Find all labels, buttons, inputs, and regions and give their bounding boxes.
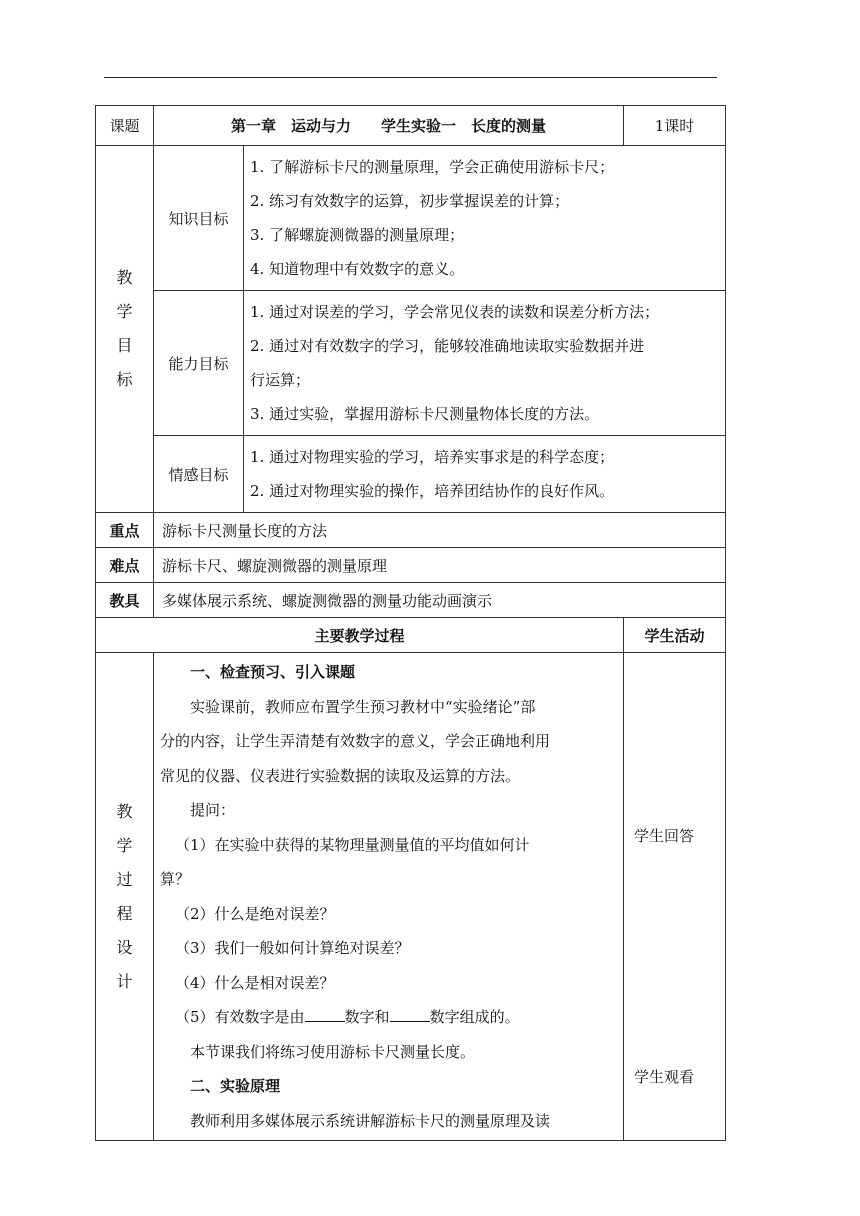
emotion-objective-list: [244, 436, 726, 513]
title-row: [96, 106, 726, 146]
process-label: 教 学 过 程 设 计: [96, 653, 154, 1141]
tools-label: 教具: [96, 583, 154, 618]
ability-objective-label: 能力目标: [154, 291, 244, 436]
section-heading: 二、实验原理: [190, 1077, 281, 1095]
paragraph-line: 教师利用多媒体展示系统讲解游标卡尺的测量原理及读: [190, 1111, 551, 1130]
student-activity-heading: 学生活动: [624, 618, 726, 653]
paragraph-line: 本节课我们将练习使用游标卡尺测量长度。: [190, 1042, 476, 1061]
question-item: （1）在实验中获得的某物理量测量值的平均值如何计: [175, 835, 530, 854]
paragraph-line: 常见的仪器、仪表进行实验数据的读取及运算的方法。: [160, 766, 521, 785]
difficulty-value: 游标卡尺、螺旋测微器的测量原理: [154, 548, 726, 583]
emotion-objective-row: [96, 436, 726, 513]
emotion-objective-label: 情感目标: [154, 436, 244, 513]
question-item: （2）什么是绝对误差？: [175, 904, 335, 923]
question-prompt: 提问：: [190, 801, 236, 819]
fill-blank: [305, 1007, 345, 1022]
list-item: 3. 通过实验，掌握用游标卡尺测量物体长度的方法。: [250, 405, 600, 423]
student-activity-cell: [624, 653, 726, 1141]
student-activity: 学生回答: [634, 827, 695, 845]
list-item: 2. 练习有效数字的运算，初步掌握误差的计算；: [250, 192, 570, 210]
fill-blank: [390, 1007, 430, 1022]
section-heading: 一、检查预习、引入课题: [190, 663, 356, 681]
lesson-hours: 1课时: [624, 106, 726, 146]
difficulty-label: 难点: [96, 548, 154, 583]
list-item: 行运算；: [250, 371, 311, 389]
knowledge-objective-row: [96, 146, 726, 291]
process-row: [96, 653, 726, 1141]
ability-objective-list: [244, 291, 726, 436]
difficulty-row: [96, 548, 726, 583]
list-item: 1. 了解游标卡尺的测量原理，学会正确使用游标卡尺；: [250, 158, 615, 176]
list-item: 3. 了解螺旋测微器的测量原理；: [250, 226, 465, 244]
knowledge-objective-label: 知识目标: [154, 146, 244, 291]
tools-value: 多媒体展示系统、螺旋测微器的测量功能动画演示: [154, 583, 726, 618]
key-point-label: 重点: [96, 513, 154, 548]
lesson-plan-table: [95, 105, 726, 1141]
list-item: 2. 通过对物理实验的操作，培养团结协作的良好作风。: [250, 482, 615, 500]
key-point-value: 游标卡尺测量长度的方法: [154, 513, 726, 548]
list-item: 1. 通过对物理实验的学习，培养实事求是的科学态度；: [250, 448, 615, 466]
paragraph-line: 分的内容，让学生弄清楚有效数字的意义，学会正确地利用: [160, 732, 551, 750]
student-activity: 学生观看: [634, 1068, 695, 1086]
knowledge-objective-list: [244, 146, 726, 291]
question-item: 算？: [160, 870, 191, 888]
process-header-row: [96, 618, 726, 653]
ability-objective-row: [96, 291, 726, 436]
tools-row: [96, 583, 726, 618]
list-item: 2. 通过对有效数字的学习，能够较准确地读取实验数据并进: [250, 337, 645, 355]
main-process-heading: 主要教学过程: [96, 618, 624, 653]
process-content: [154, 653, 624, 1141]
lesson-title: 第一章 运动与力 学生实验一 长度的测量: [154, 106, 624, 146]
question-item: （3）我们一般如何计算绝对误差？: [175, 939, 410, 957]
list-item: 1. 通过对误差的学习，学会常见仪表的读数和误差分析方法；: [250, 303, 660, 321]
topic-label: 课题: [96, 106, 154, 146]
objectives-label: 教 学 目 标: [96, 146, 154, 513]
question-item: （5）有效数字是由 数字和 数字组成的。: [175, 1008, 520, 1026]
header-rule: [104, 77, 717, 78]
list-item: 4. 知道物理中有效数字的意义。: [250, 260, 465, 278]
question-item: （4）什么是相对误差？: [175, 973, 335, 992]
paragraph-line: 实验课前，教师应布置学生预习教材中“实验绪论”部: [190, 697, 536, 716]
key-point-row: [96, 513, 726, 548]
